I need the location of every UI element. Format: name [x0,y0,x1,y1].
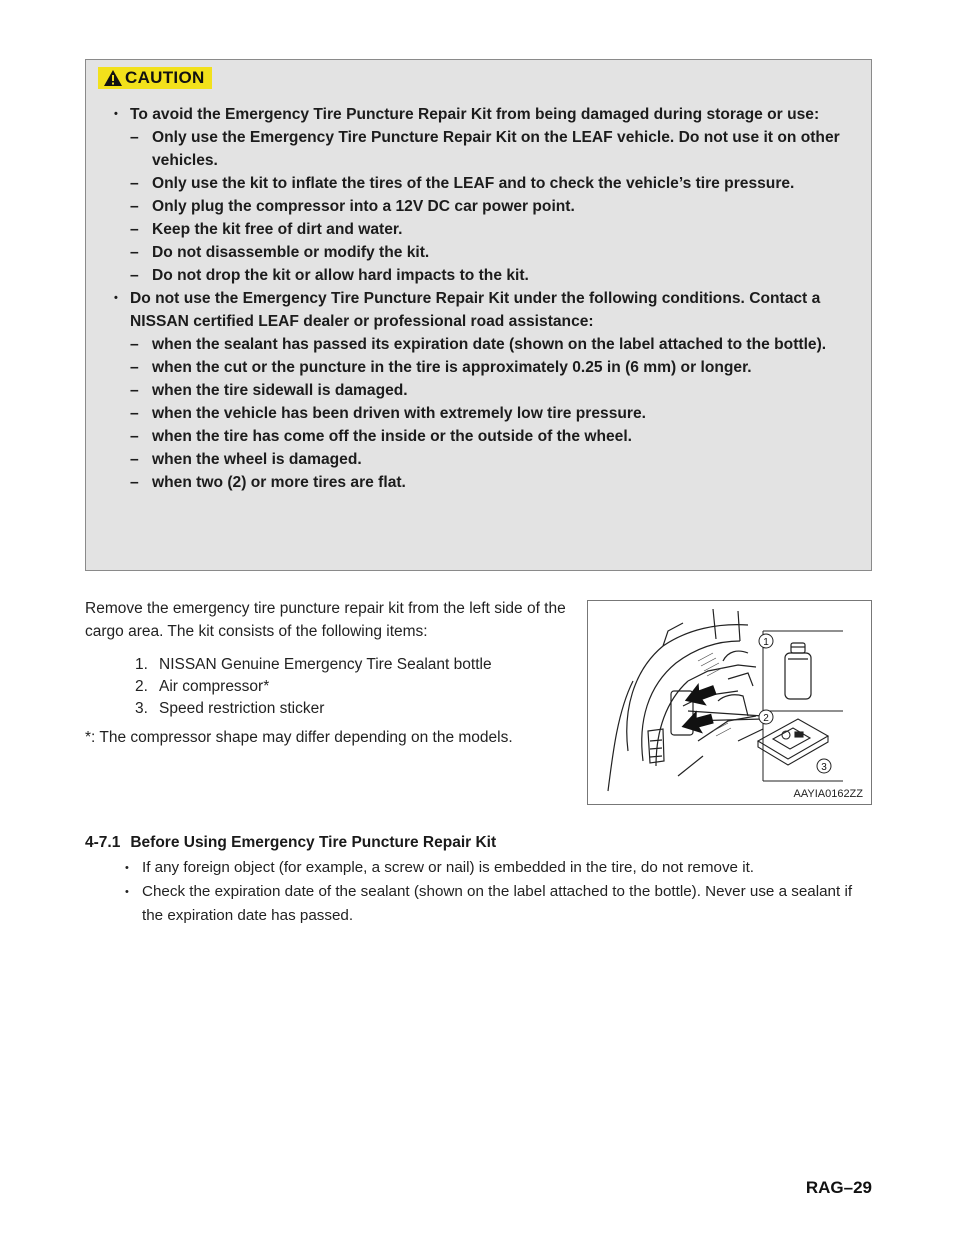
list-item: • If any foreign object (for example, a screw or nail) is embedded in the tire, do not remove it. [85,856,875,880]
list-item: 1. NISSAN Genuine Emergency Tire Sealant bottle [135,656,492,673]
intro-text: Remove the emergency tire puncture repair kit from the left side of the cargo area. The kit consists of the following items: [85,600,566,640]
caution-subitem: – when the vehicle has been driven with extremely low tire pressure. [130,405,646,422]
callout-3: 3 [821,762,827,773]
caution-label-text: CAUTION [125,68,205,87]
section-before-using [85,832,875,928]
caution-subitem: – when the wheel is damaged. [130,451,362,468]
caution-box [85,59,872,571]
caution-bullet: • Do not use the Emergency Tire Puncture Repair Kit under the following conditions. Contact a NISSAN certified LEAF dealer or professional road assistance: [108,287,860,333]
callout-1: 1 [763,637,769,648]
caution-subitem: – Do not drop the kit or allow hard impacts to the kit. [130,267,529,284]
caution-subitem: – Only plug the compressor into a 12V DC car power point. [130,198,575,215]
footnote: *: The compressor shape may differ depending on the models. [85,729,513,746]
caution-subitem: – Only use the kit to inflate the tires of the LEAF and to check the vehicle’s tire pressure. [130,175,795,192]
caution-list [108,103,860,494]
cargo-area-illustration [588,601,872,805]
caution-bullet: • To avoid the Emergency Tire Puncture Repair Kit from being damaged during storage or use: [108,103,860,126]
caution-subitem: – when the tire has come off the inside or the outside of the wheel. [130,428,633,445]
caution-subitem: – Only use the Emergency Tire Puncture Repair Kit on the LEAF vehicle. Do not use it on other vehicles. [130,129,840,169]
section-number: 4-7.1 [85,834,121,851]
section-heading [85,832,875,854]
kit-illustration [587,600,872,805]
caution-subitem: – when the cut or the puncture in the tire is approximately 0.25 in (6 mm) or longer. [130,359,752,376]
caution-subitem: – when two (2) or more tires are flat. [130,474,406,491]
caution-subitem: – Do not disassemble or modify the kit. [130,244,430,261]
section-bullets [85,856,875,928]
intro-section [85,597,577,749]
list-item: 2. Air compressor* [135,678,270,695]
page-number: RAG–29 [805,1178,872,1197]
caution-subitem: – when the tire sidewall is damaged. [130,382,408,399]
caution-label [98,67,212,89]
warning-triangle-icon [103,69,123,87]
section-title: Before Using Emergency Tire Puncture Repair Kit [130,834,497,851]
caution-subitem: – when the sealant has passed its expiration date (shown on the label attached to the bottle). [130,336,827,353]
figure-code: AAYIA0162ZZ [793,788,863,800]
list-item: • Check the expiration date of the sealant (shown on the label attached to the bottle). Never use a sealant if the expiration date has passed. [85,880,875,928]
caution-subitem: – Keep the kit free of dirt and water. [130,221,403,238]
callout-2: 2 [763,713,769,724]
kit-items-list [85,654,577,720]
list-item: 3. Speed restriction sticker [135,700,325,717]
